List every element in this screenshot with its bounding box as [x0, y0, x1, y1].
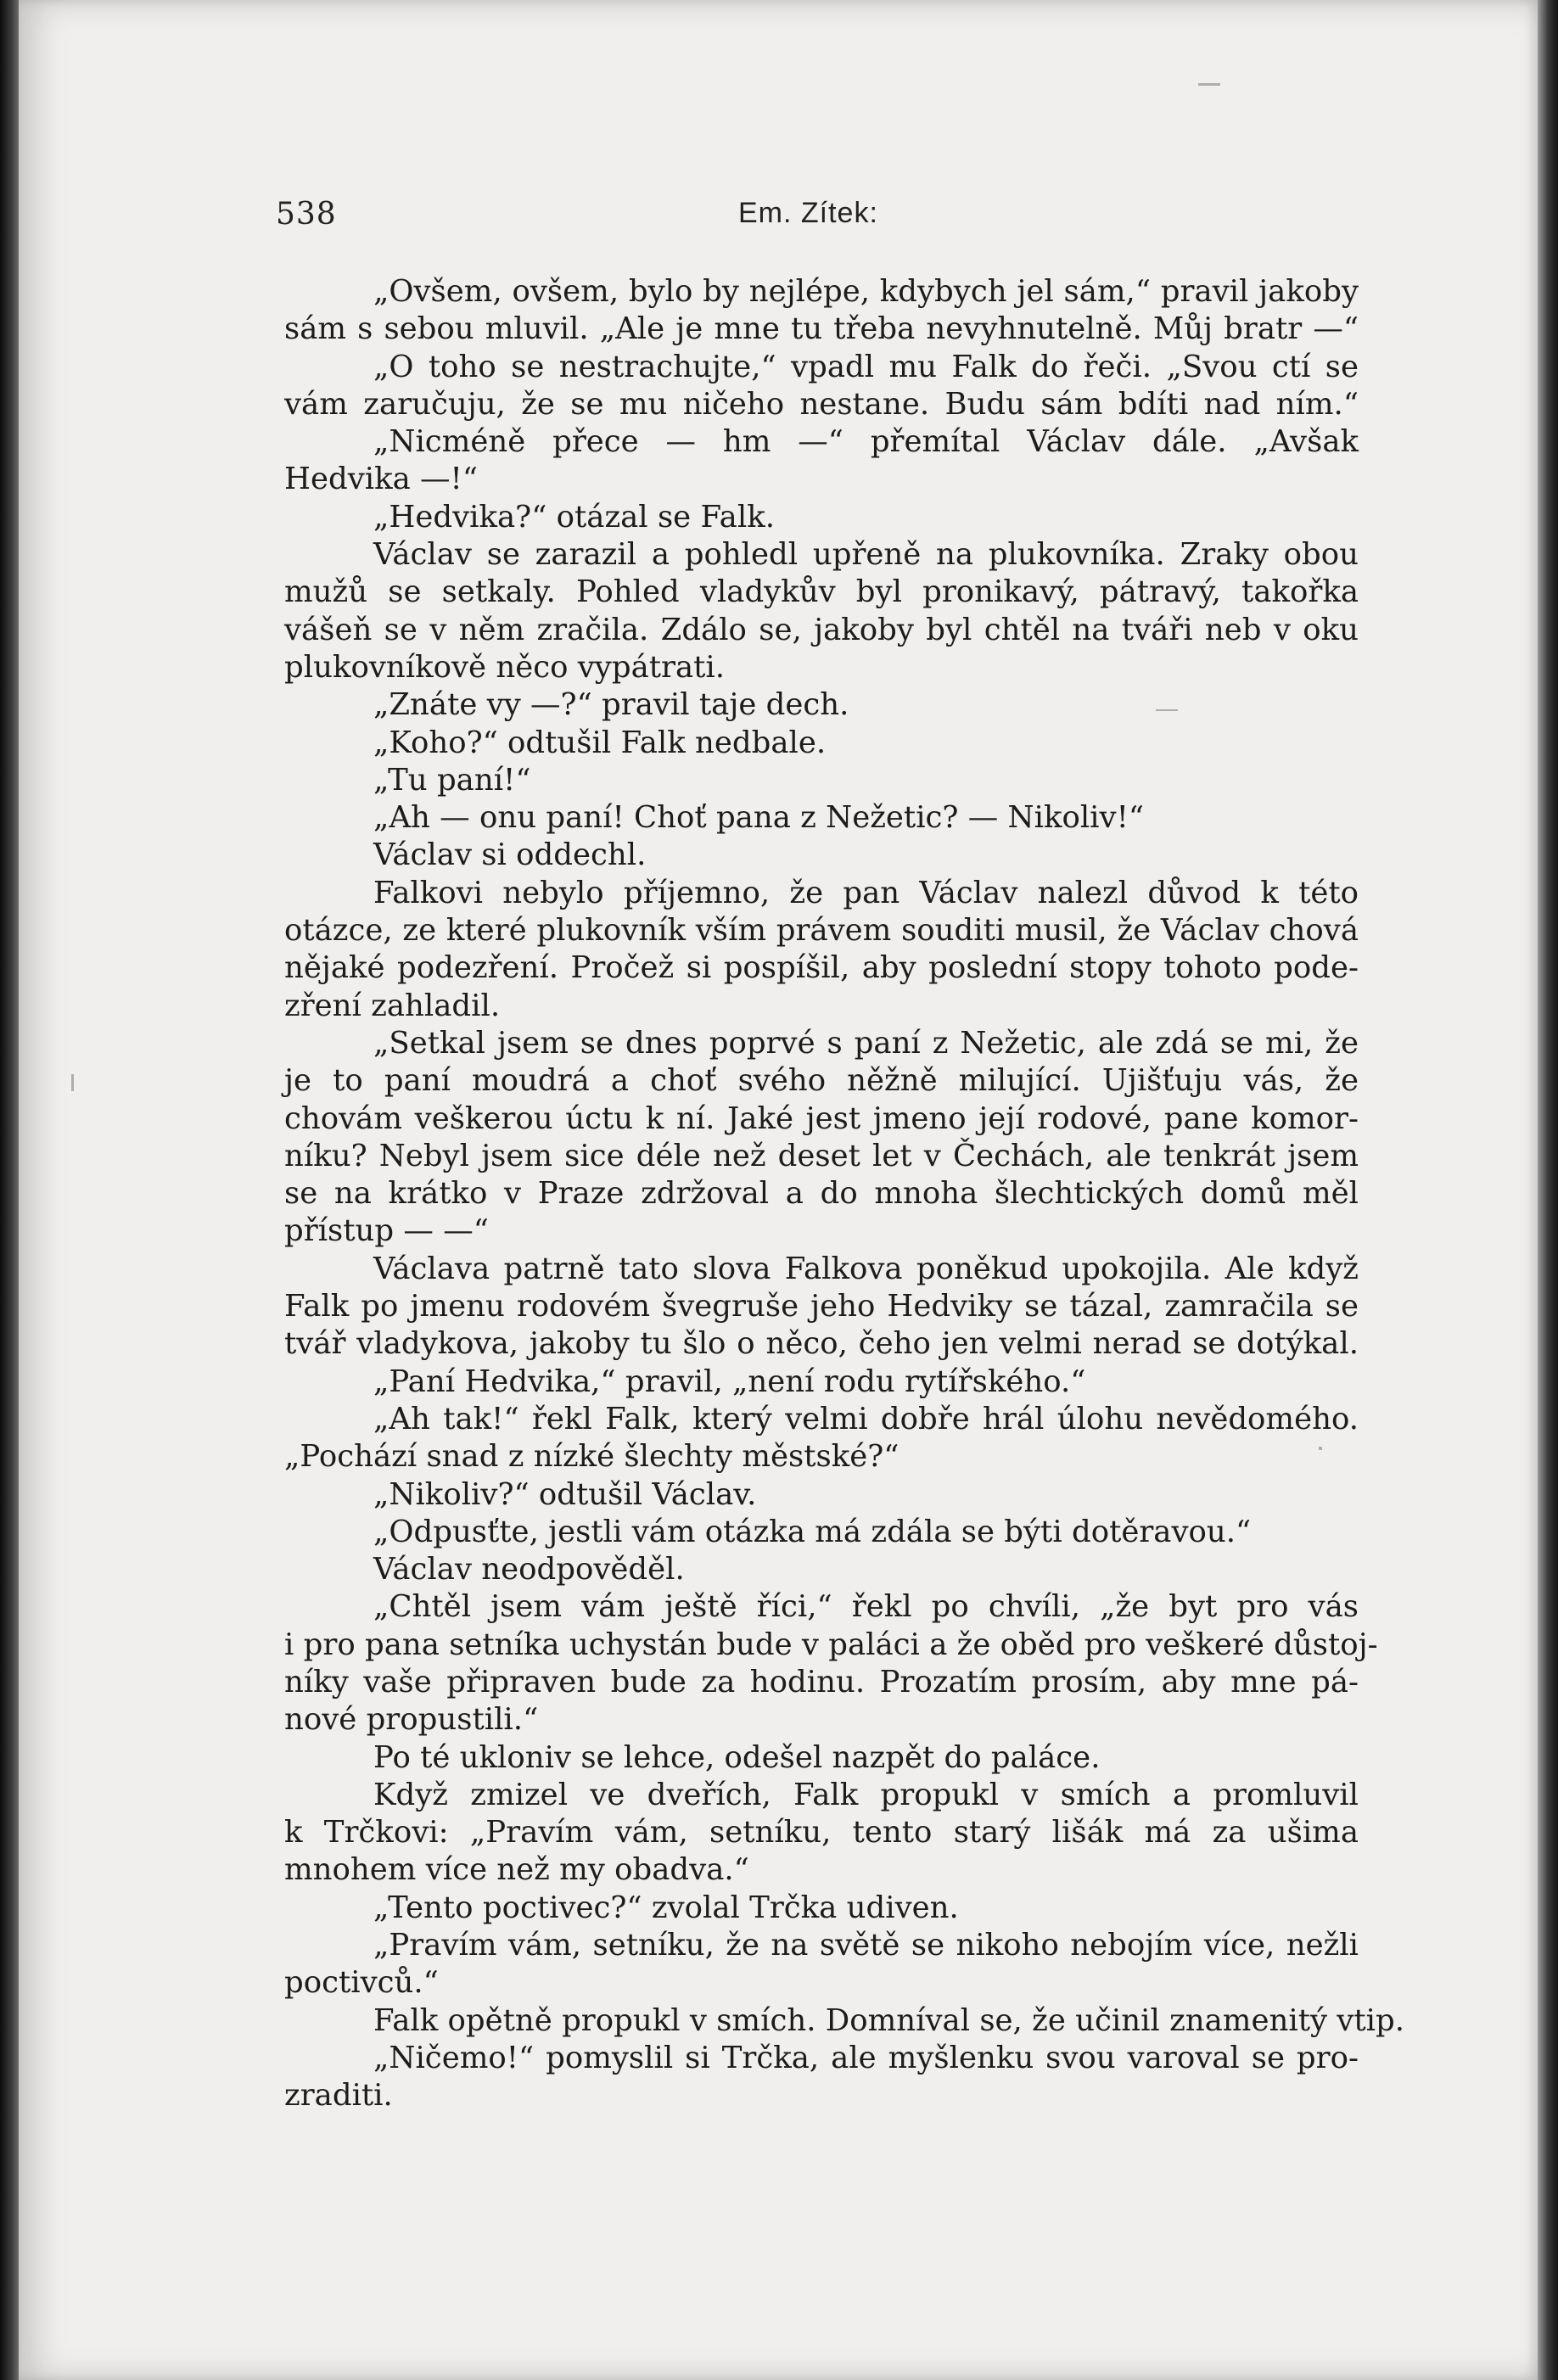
text-line: „Paní Hedvika,“ pravil, „není rodu rytířského.“ — [373, 1364, 1086, 1399]
text-line: „Tu paní!“ — [373, 762, 531, 798]
text-line: „Pravím vám, setníku, že na světě se nikoho nebojím více, nežli — [373, 1928, 1359, 1963]
scan-right-edge — [1538, 0, 1558, 2380]
text-line: plukovníkově něco vypátrati. — [284, 649, 726, 685]
text-line: „O toho se nestrachujte,“ vpadl mu Falk do řeči. „Svou ctí se — [373, 349, 1359, 384]
text-line: nějaké podezření. Pročež si pospíšil, aby poslední stopy tohoto pode- — [284, 950, 1359, 986]
text-line: Falk opětně propukl v smích. Domníval se, že učinil znamenitý vtip. — [373, 2002, 1404, 2038]
text-line: se na krátko v Praze zdržoval a do mnoha šlechtických domů měl — [284, 1176, 1359, 1212]
text-line: Václav neodpověděl. — [373, 1552, 685, 1588]
text-line: Falkovi nebylo příjemno, že pan Václav nalezl důvod k této — [373, 875, 1359, 910]
text-line: zření zahladil. — [284, 988, 501, 1023]
text-line: „Tento poctivec?“ zvolal Trčka udiven. — [373, 1890, 959, 1925]
text-line: tvář vladykova, jakoby tu šlo o něco, čeho jen velmi nerad se dotýkal. — [284, 1326, 1359, 1362]
text-line: „Hedvika?“ otázal se Falk. — [373, 499, 775, 535]
text-line: otázce, ze které plukovník vším právem souditi musil, že Václav chová — [284, 913, 1359, 949]
text-line: „Nicméně přece — hm —“ přemítal Václav dále. „Avšak — [373, 424, 1359, 460]
page-header — [276, 197, 1362, 239]
text-line: vášeň se v něm zračila. Zdálo se, jakoby byl chtěl na tváři neb v oku — [284, 612, 1359, 647]
text-line: „Ničemo!“ pomyslil si Trčka, ale myšlenku svou varoval se pro- — [373, 2040, 1359, 2075]
text-line: Falk po jmenu rodovém švegruše jeho Hedviky se tázal, zamračila se — [284, 1289, 1359, 1324]
text-line: „Chtěl jsem vám ještě říci,“ řekl po chvíli, „že byt pro vás — [373, 1589, 1359, 1625]
text-line: níku? Nebyl jsem sice déle než deset let v Čechách, ale tenkrát jsem — [284, 1138, 1359, 1173]
text-line: „Odpusťte, jestli vám otázka má zdála se býti dotěravou.“ — [373, 1514, 1252, 1549]
text-line: „Ah — onu paní! Choť pana z Nežetic? — Nikoliv!“ — [373, 800, 1145, 836]
text-line: poctivců.“ — [284, 1965, 439, 2001]
text-line: sám s sebou mluvil. „Ale je mne tu třeba nevyhnutelně. Můj bratr —“ — [284, 311, 1359, 347]
text-line: Po té ukloniv se lehce, odešel nazpět do paláce. — [373, 1739, 1101, 1775]
scan-left-edge — [0, 0, 19, 2380]
text-line: „Setkal jsem se dnes poprvé s paní z Nežetic, ale zdá se mi, že — [373, 1025, 1359, 1061]
text-line: „Ovšem, ovšem, bylo by nejlépe, kdybych jel sám,“ pravil jakoby — [373, 274, 1359, 309]
text-line: nové propustili.“ — [284, 1702, 539, 1738]
text-line: níky vaše připraven bude za hodinu. Prozatím prosím, aby mne pá- — [284, 1664, 1359, 1700]
text-line: mužů se setkaly. Pohled vladykův byl pronikavý, pátravý, takořka — [284, 574, 1359, 610]
text-line: přístup — —“ — [284, 1213, 489, 1249]
text-line: Václav se zarazil a pohledl upřeně na plukovníka. Zraky obou — [373, 537, 1359, 573]
text-line: „Ah tak!“ řekl Falk, který velmi dobře hrál úlohu nevědomého. — [373, 1401, 1359, 1436]
text-line: vám zaručuju, že se mu ničeho nestane. Budu sám bdíti nad ním.“ — [284, 386, 1359, 422]
text-line: „Nikoliv?“ odtušil Václav. — [373, 1476, 757, 1512]
text-line: Když zmizel ve dveřích, Falk propukl v smích a promluvil — [373, 1777, 1359, 1812]
text-line: „Pochází snad z nízké šlechty městské?“ — [284, 1439, 899, 1475]
text-line: Václava patrně tato slova Falkova poněkud upokojila. Ale když — [373, 1251, 1359, 1286]
scan-speck — [1198, 83, 1220, 86]
text-line: „Znáte vy —?“ pravil taje dech. — [373, 687, 849, 723]
text-line: Václav si oddechl. — [373, 837, 647, 873]
body-text — [284, 273, 1404, 2115]
text-line: je to paní moudrá a choť svého něžně milující. Ujišťuju vás, že — [284, 1063, 1359, 1099]
text-line: chovám veškerou úctu k ní. Jaké jest jmeno její rodové, pane komor- — [284, 1100, 1359, 1136]
scan-speck — [71, 1074, 74, 1091]
text-line: zraditi. — [284, 2078, 393, 2114]
text-line: „Koho?“ odtušil Falk nedbale. — [373, 725, 827, 760]
page-number: 538 — [276, 197, 337, 232]
text-line: Hedvika —!“ — [284, 462, 478, 497]
text-line: mnohem více než my obadva.“ — [284, 1852, 749, 1888]
text-line: k Trčkovi: „Pravím vám, setníku, tento starý lišák má za ušima — [284, 1815, 1359, 1851]
text-line: i pro pana setníka uchystán bude v paláci a že oběd pro veškeré důstoj- — [284, 1627, 1378, 1662]
running-head: Em. Zítek: — [738, 197, 878, 229]
